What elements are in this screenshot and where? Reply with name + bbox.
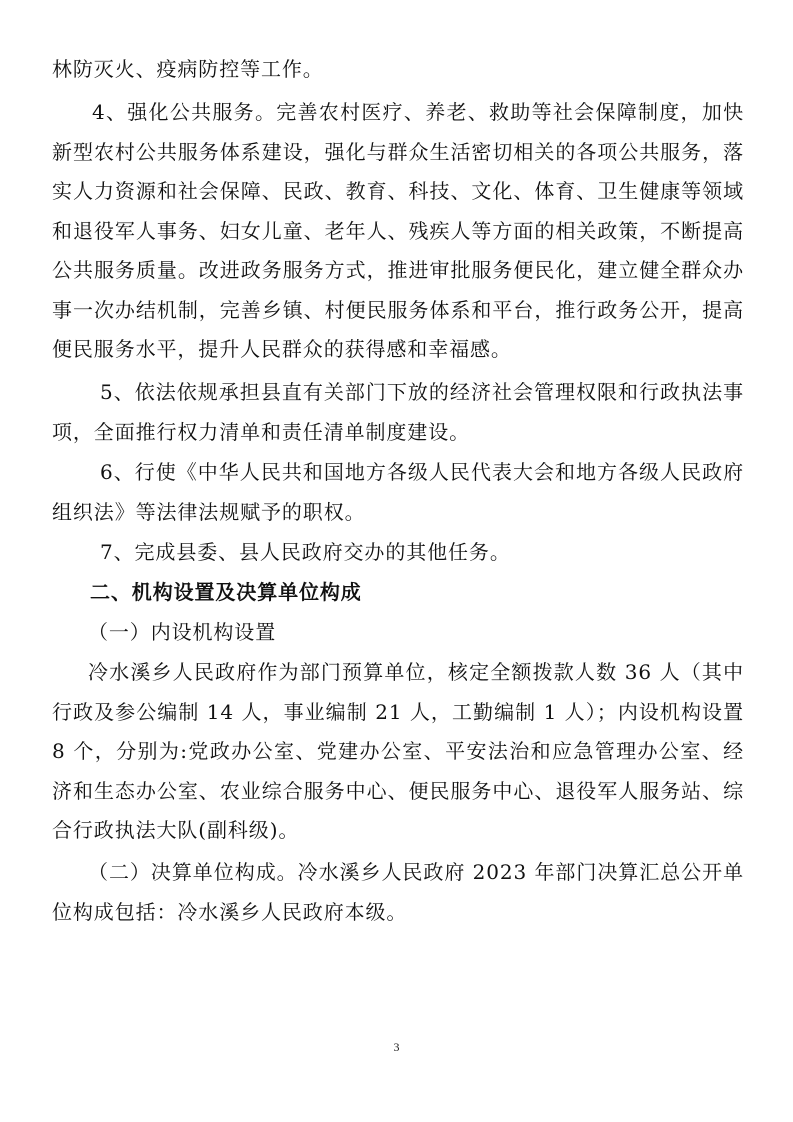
page-number: 3 <box>393 1040 400 1054</box>
subsection-heading-2-1: （一）内设机构设置 <box>88 620 277 644</box>
section-heading-2: 二、机构设置及决算单位构成 <box>90 580 362 604</box>
paragraph-item-7: 7、完成县委、县人民政府交办的其他任务。 <box>100 540 511 564</box>
paragraph-item-4: 4、强化公共服务。完善农村医疗、养老、救助等社会保障制度，加快新型农村公共服务体系建设，强化与群众生活密切相关的各项公共服务，落实人力资源和社会保障、民政、教育、科技、文化、体育、卫生健康等领域和退役军人事务、妇女儿童、老年人、残疾人等方面的相关政策，不断提高公共服务质量。改进政务服务方式，推进审批服务便民化，建立健全群众办事一次办结机制，完善乡镇、村便民服务体系和平台，推行政务公开，提高便民服务水平，提升人民群众的获得感和幸福感。 <box>52 100 744 361</box>
paragraph-item-5: 5、依法依规承担县直有关部门下放的经济社会管理权限和行政执法事项，全面推行权力清单和责任清单制度建设。 <box>52 380 744 444</box>
paragraph-org-structure: 冷水溪乡人民政府作为部门预算单位，核定全额拨款人数 36 人（其中行政及参公编制 14 人，事业编制 21 人，工勤编制 1 人）；内设机构设置 8 个，分别为:党政办公室、党建办公室、平安法治和应急管理办公室、经济和生态办公室、农业综合服务中心、便民服务中心、退役军人服务站、综合行政执法大队(副科级)。 <box>52 660 744 842</box>
paragraph-item-6: 6、行使《中华人民共和国地方各级人民代表大会和地方各级人民政府组织法》等法律法规赋予的职权。 <box>52 460 744 524</box>
paragraph-continuation: 林防灭火、疫病防控等工作。 <box>52 57 324 81</box>
paragraph-unit-composition: （二）决算单位构成。冷水溪乡人民政府 2023 年部门决算汇总公开单位构成包括：冷水溪乡人民政府本级。 <box>52 860 744 924</box>
